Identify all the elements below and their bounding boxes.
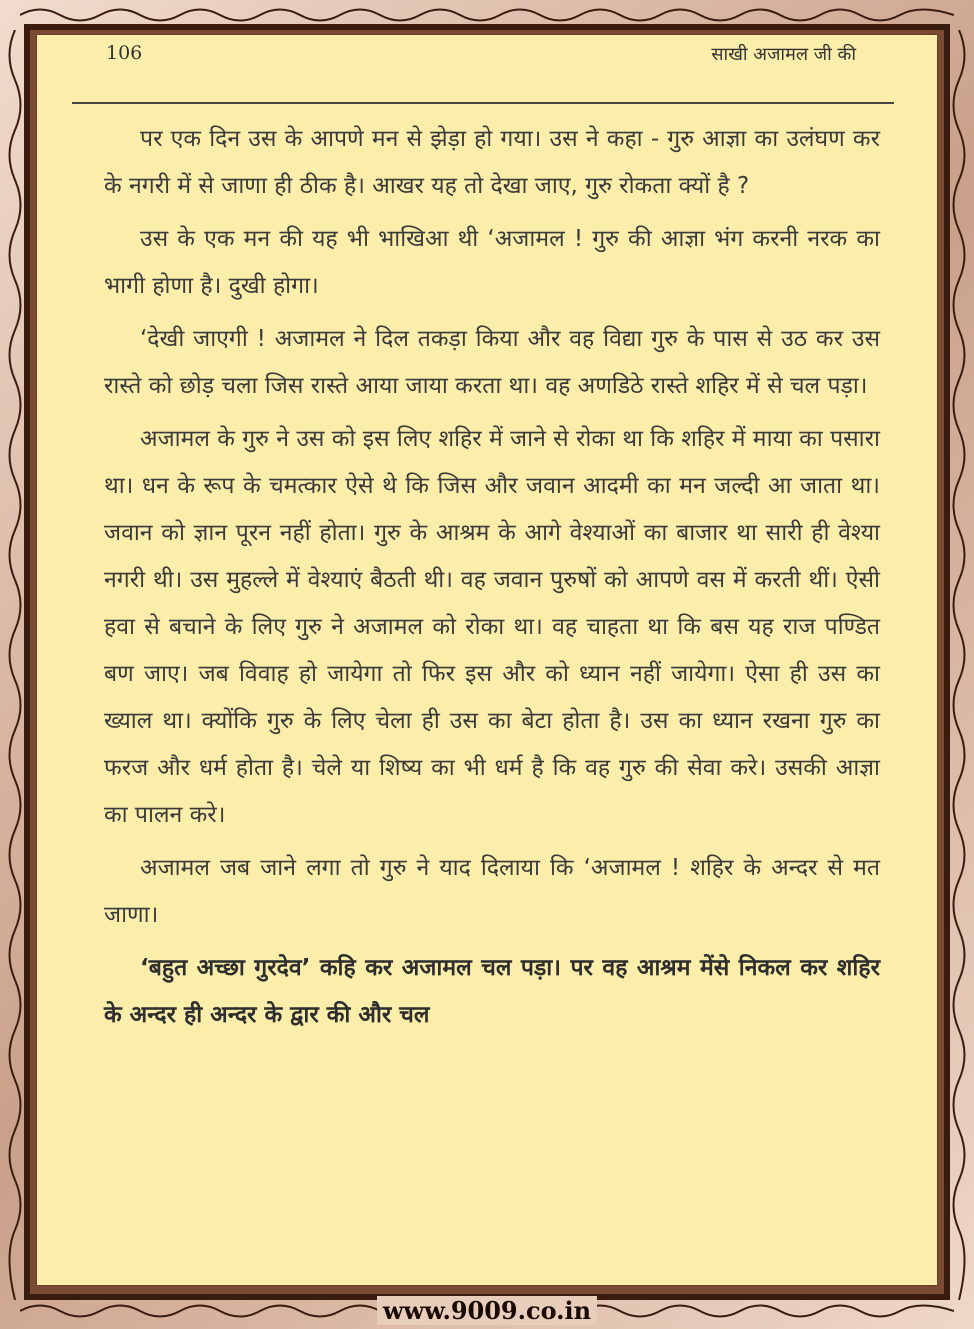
top-ornament-border [20, 4, 954, 26]
website-footer [0, 1296, 974, 1325]
paragraph: अजामल के गुरु ने उस को इस लिए शहिर में जाने से रोका था कि शहिर में माया का पसारा था। धन के रूप के चमत्कार ऐसे थे कि जिस और जवान आदमी का मन जल्दी आ जाता था। जवान को ज्ञान पूरन नहीं होता। गुरु के आश्रम के आगे वेश्याओं का बाजार था सारी ही वेश्या नगरी थी। उस मुहल्ले में वेश्याएं बैठती थी। वह जवान पुरुषों को आपणे वस में करती थीं। ऐसी हवा से बचाने के लिए गुरु ने अजामल को रोका था। वह चाहता था कि बस यह राज पण्डित बण जाए। जब विवाह हो जायेगा तो फिर इस और को ध्यान नहीं जायेगा। ऐसा ही उस का ख्याल था। क्योंकि गुरु के लिए चेला ही उस का बेटा होता है। उस का ध्यान रखना गुरु का फरज और धर्म होता है। चेले या शिष्य का भी धर्म है कि वह गुरु की सेवा करे। उसकी आज्ञा का पालन करे। [104, 426, 880, 828]
header-divider [72, 102, 894, 104]
paragraph: अजामल जब जाने लगा तो गुरु ने याद दिलाया कि ‘अजामल ! शहिर के अन्दर से मत जाणा। [104, 855, 880, 928]
left-ornament-border [4, 30, 26, 1300]
page-number: 106 [106, 42, 143, 64]
paragraph: पर एक दिन उस के आपणे मन से झेड़ा हो गया। उस ने कहा - गुरु आज्ञा का उलंघण कर के नगरी में से जाणा ही ठीक है। आखर यह तो देखा जाए, गुरु रोकता क्यों है ? [104, 126, 880, 199]
paragraph: उस के एक मन की यह भी भाखिआ थी ‘अजामल ! गुरु की आज्ञा भंग करनी नरक का भागी होणा है। दुखी होगा। [104, 226, 880, 299]
page-header [36, 38, 856, 72]
paragraph: ‘देखी जाएगी ! अजामल ने दिल तकड़ा किया और वह विद्या गुरु के पास से उठ कर उस रास्ते को छोड़ चला जिस रास्ते आया जाया करता था। वह अणडिठे रास्ते शहिर में से चल पड़ा। [104, 326, 880, 399]
paragraph: ‘बहुत अच्छा गुरदेव’ कहि कर अजामल चल पड़ा। पर वह आश्रम मेंसे निकल कर शहिर के अन्दर ही अन्दर के द्वार की और चल [104, 955, 880, 1028]
body-text [104, 116, 880, 1045]
right-ornament-border [948, 30, 970, 1300]
website-link[interactable]: www.9009.co.in [377, 1296, 597, 1325]
running-title: साखी अजामल जी की [711, 44, 856, 65]
